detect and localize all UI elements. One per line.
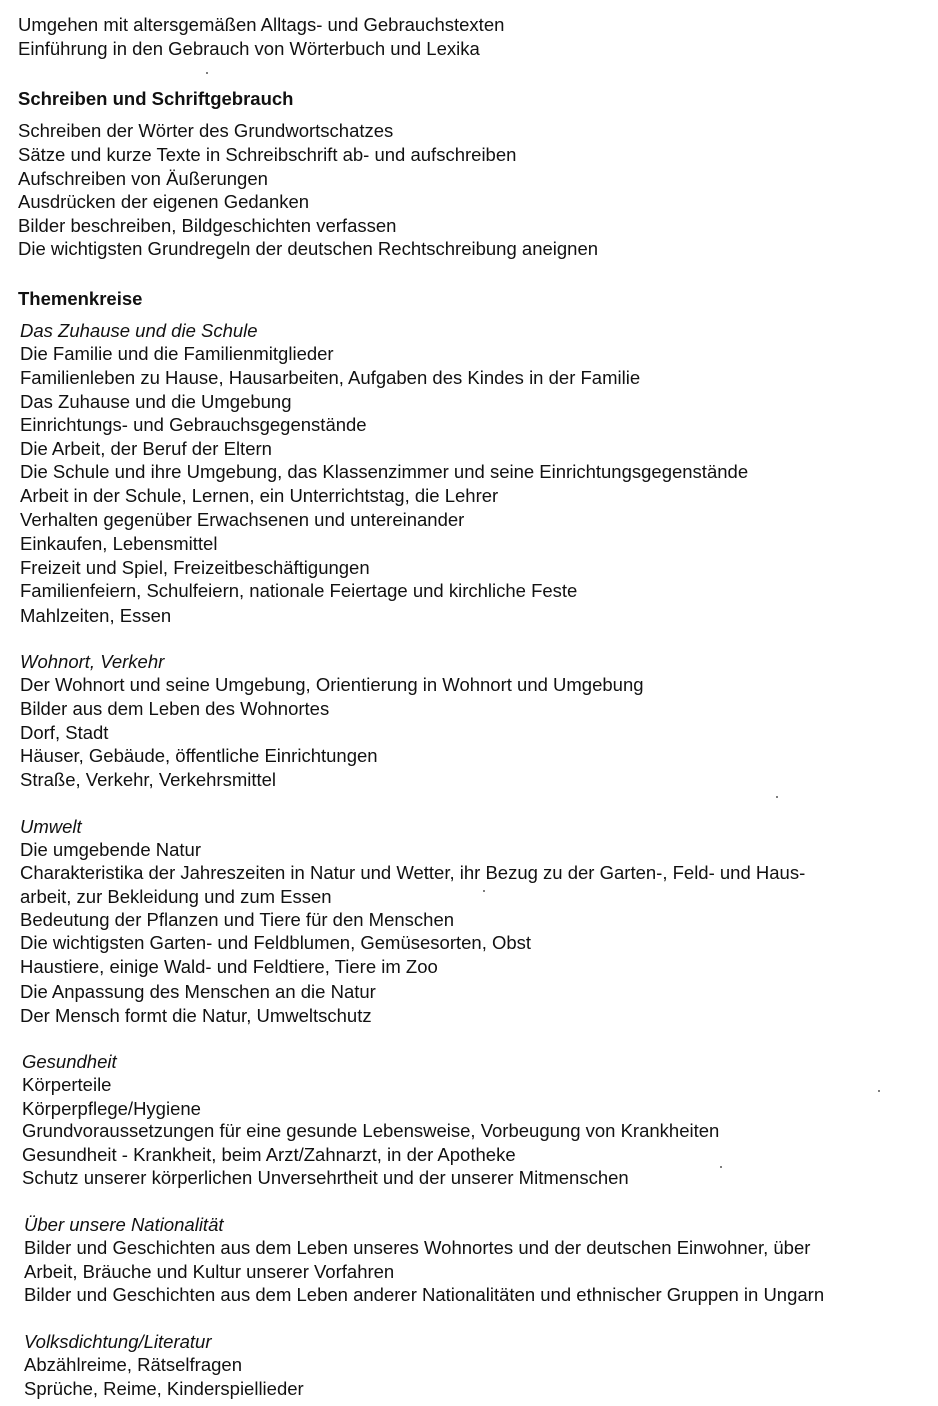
list-item: Bedeutung der Pflanzen und Tiere für den Menschen	[20, 909, 455, 930]
list-item: Die Familie und die Familienmitglieder	[20, 343, 334, 364]
list-item: Der Mensch formt die Natur, Umweltschutz	[20, 1005, 372, 1026]
list-item: Familienleben zu Hause, Hausarbeiten, Aufgaben des Kindes in der Familie	[20, 367, 641, 388]
list-item: Straße, Verkehr, Verkehrsmittel	[20, 769, 277, 790]
list-item: Bilder und Geschichten aus dem Leben anderer Nationalitäten und ethnischer Gruppen in Ungarn	[24, 1284, 825, 1305]
scan-speck	[720, 1166, 722, 1168]
list-item: Häuser, Gebäude, öffentliche Einrichtungen	[20, 745, 378, 766]
list-item: Die Arbeit, der Beruf der Eltern	[20, 438, 272, 459]
intro-line: Umgehen mit altersgemäßen Alltags- und Gebrauchstexten	[18, 14, 505, 35]
subsection-title: Wohnort, Verkehr	[20, 651, 165, 672]
list-item: arbeit, zur Bekleidung und zum Essen	[20, 886, 332, 907]
list-item: Familienfeiern, Schulfeiern, nationale Feiertage und kirchliche Feste	[20, 580, 578, 601]
list-item: Aufschreiben von Äußerungen	[18, 168, 268, 189]
list-item: Das Zuhause und die Umgebung	[20, 391, 292, 412]
list-item: Sprüche, Reime, Kinderspiellieder	[24, 1378, 304, 1399]
subsection-title: Volksdichtung/Literatur	[24, 1331, 212, 1352]
section-heading-schreiben: Schreiben und Schriftgebrauch	[18, 88, 294, 109]
list-item: Bilder und Geschichten aus dem Leben unseres Wohnortes und der deutschen Einwohner, über	[24, 1237, 811, 1258]
list-item: Die umgebende Natur	[20, 839, 201, 860]
list-item: Einrichtungs- und Gebrauchsgegenstände	[20, 414, 367, 435]
list-item: Schutz unserer körperlichen Unversehrtheit und der unserer Mitmenschen	[22, 1167, 629, 1188]
list-item: Mahlzeiten, Essen	[20, 605, 172, 626]
list-item: Die wichtigsten Garten- und Feldblumen, Gemüsesorten, Obst	[20, 932, 532, 953]
list-item: Die wichtigsten Grundregeln der deutschen Rechtschreibung aneignen	[18, 238, 599, 259]
list-item: Haustiere, einige Wald- und Feldtiere, Tiere im Zoo	[20, 956, 438, 977]
list-item: Einkaufen, Lebensmittel	[20, 533, 218, 554]
subsection-title: Über unsere Nationalität	[24, 1214, 224, 1235]
subsection-title: Umwelt	[20, 816, 82, 837]
intro-line: Einführung in den Gebrauch von Wörterbuch und Lexika	[18, 38, 480, 59]
list-item: Arbeit in der Schule, Lernen, ein Unterrichtstag, die Lehrer	[20, 485, 499, 506]
scan-speck	[206, 72, 208, 74]
scan-speck	[878, 1090, 880, 1092]
section-heading-themenkreise: Themenkreise	[18, 288, 143, 309]
list-item: Bilder aus dem Leben des Wohnortes	[20, 698, 330, 719]
list-item: Bilder beschreiben, Bildgeschichten verfassen	[18, 215, 397, 236]
scan-speck	[483, 890, 485, 892]
list-item: Der Wohnort und seine Umgebung, Orientierung in Wohnort und Umgebung	[20, 674, 644, 695]
list-item: Die Schule und ihre Umgebung, das Klassenzimmer und seine Einrichtungsgegenstände	[20, 461, 749, 482]
list-item: Charakteristika der Jahreszeiten in Natur und Wetter, ihr Bezug zu der Garten-, Feld- und Haus-	[20, 862, 806, 883]
list-item: Dorf, Stadt	[20, 722, 109, 743]
list-item: Körperteile	[22, 1074, 112, 1095]
list-item: Körperpflege/Hygiene	[22, 1098, 201, 1119]
subsection-title: Das Zuhause und die Schule	[20, 320, 258, 341]
list-item: Sätze und kurze Texte in Schreibschrift ab- und aufschreiben	[18, 144, 517, 165]
list-item: Abzählreime, Rätselfragen	[24, 1354, 242, 1375]
list-item: Die Anpassung des Menschen an die Natur	[20, 981, 376, 1002]
list-item: Verhalten gegenüber Erwachsenen und untereinander	[20, 509, 465, 530]
scan-speck	[776, 796, 778, 798]
subsection-title: Gesundheit	[22, 1051, 117, 1072]
list-item: Arbeit, Bräuche und Kultur unserer Vorfahren	[24, 1261, 395, 1282]
list-item: Freizeit und Spiel, Freizeitbeschäftigungen	[20, 557, 370, 578]
list-item: Schreiben der Wörter des Grundwortschatzes	[18, 120, 394, 141]
list-item: Grundvoraussetzungen für eine gesunde Lebensweise, Vorbeugung von Krankheiten	[22, 1120, 720, 1141]
list-item: Ausdrücken der eigenen Gedanken	[18, 191, 310, 212]
list-item: Gesundheit - Krankheit, beim Arzt/Zahnarzt, in der Apotheke	[22, 1144, 516, 1165]
